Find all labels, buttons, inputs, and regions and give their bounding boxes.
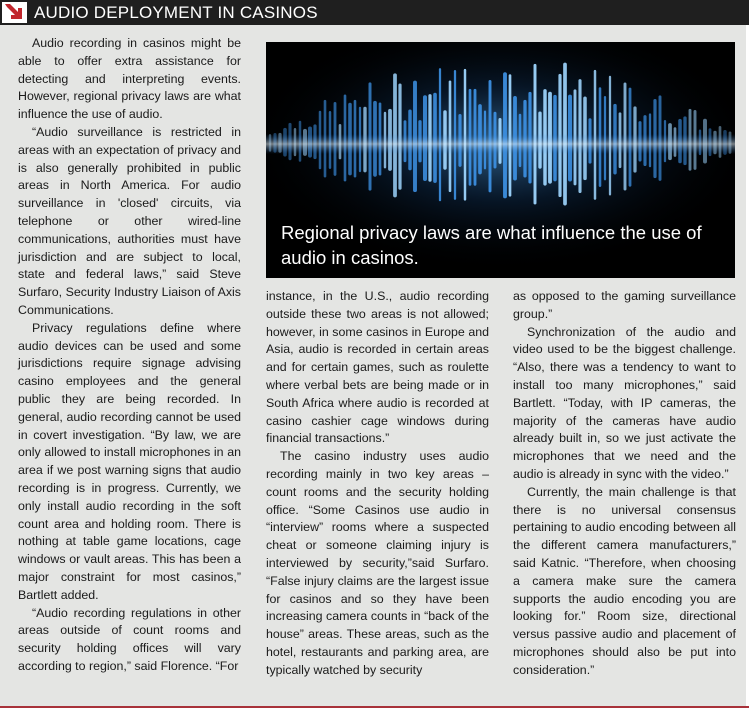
section-title: AUDIO DEPLOYMENT IN CASINOS [34,3,318,22]
paragraph: Synchronization of the audio and video used to be the biggest challenge. “Also, there was a tendency to want to install too many microphones,” said Bartlett. “Today, with IP cameras, the majority of the cameras have audio already built in, so we just activate the microphones that we need and the audio is already in sync with the video.” [513,324,736,481]
article-column-3 [513,288,736,680]
figure-caption: Regional privacy laws are what influence the use of audio in casinos. [281,222,702,268]
paragraph: as opposed to the gaming surveillance group.” [513,289,736,321]
article-column-1 [18,35,241,676]
bottom-rule [0,706,749,708]
section-header [0,0,749,25]
article-figure [266,42,735,278]
paragraph: Currently, the main challenge is that there is no universal consensus pertaining to audio encoding between all the different camera manufacturers,” said Katnic. “Therefore, when choosing a camera make sure the camera supports the audio encoding you are looking for.” Room size, directional versus passive audio and placement of microphones should also be put into consideration.” [513,484,736,677]
red-arrow-logo-icon [2,2,27,23]
paragraph: The casino industry uses audio recording mainly in two key areas – count rooms and the security holding office. “Some Casinos use audio in “interview” rooms where a suspected cheat or someone claiming injury is interviewed by security,”said Surfaro. “False injury claims are the largest issue for casinos and so they have been increasing camera counts in “back of the house” areas. These areas, such as the hotel, restaurants and parking area, are typically watched by security [266,449,489,677]
article-column-2 [266,288,489,680]
paragraph: instance, in the U.S., audio recording outside these two areas is not allowed; however, in some casinos in Europe and Asia, audio is recorded in certain areas and for certain games, such as roulette where verbal bets are being made or in South Africa where audio is recorded at casino cashier cage windows during financial transactions.” [266,289,489,446]
paragraph: Privacy regulations define where audio devices can be used and some jurisdictions require signage advising casino employees and the general public they are being recorded. In general, audio recording cannot be used in covert investigation. “By law, we are only allowed to install microphones in an area if we post warning signs that audio recording is in progress. Currently, we only install audio recording in the soft count area and holding room. There is nothing at table game locations, cage windows or vault areas. This has been a major constraint for most casinos,” Bartlett added. [18,320,241,602]
paragraph: Audio recording in casinos might be able to offer extra assistance for detecting and interpreting events. However, regional privacy laws are what influence the use of audio. [18,36,241,122]
paragraph: “Audio surveillance is restricted in areas with an expectation of privacy and is also generally prohibited in public areas in North America. For audio surveillance in 'closed' circuits, via telephone or other wired-line communications, authorities must have jurisdiction and are subject to local, state and federal laws,” said Steve Surfaro, Security Industry Liaison of Axis Communications. [18,124,241,317]
paragraph: “Audio recording regulations in other areas outside of count rooms and security holding offices will vary according to region,” said Florence. “For [18,605,241,673]
